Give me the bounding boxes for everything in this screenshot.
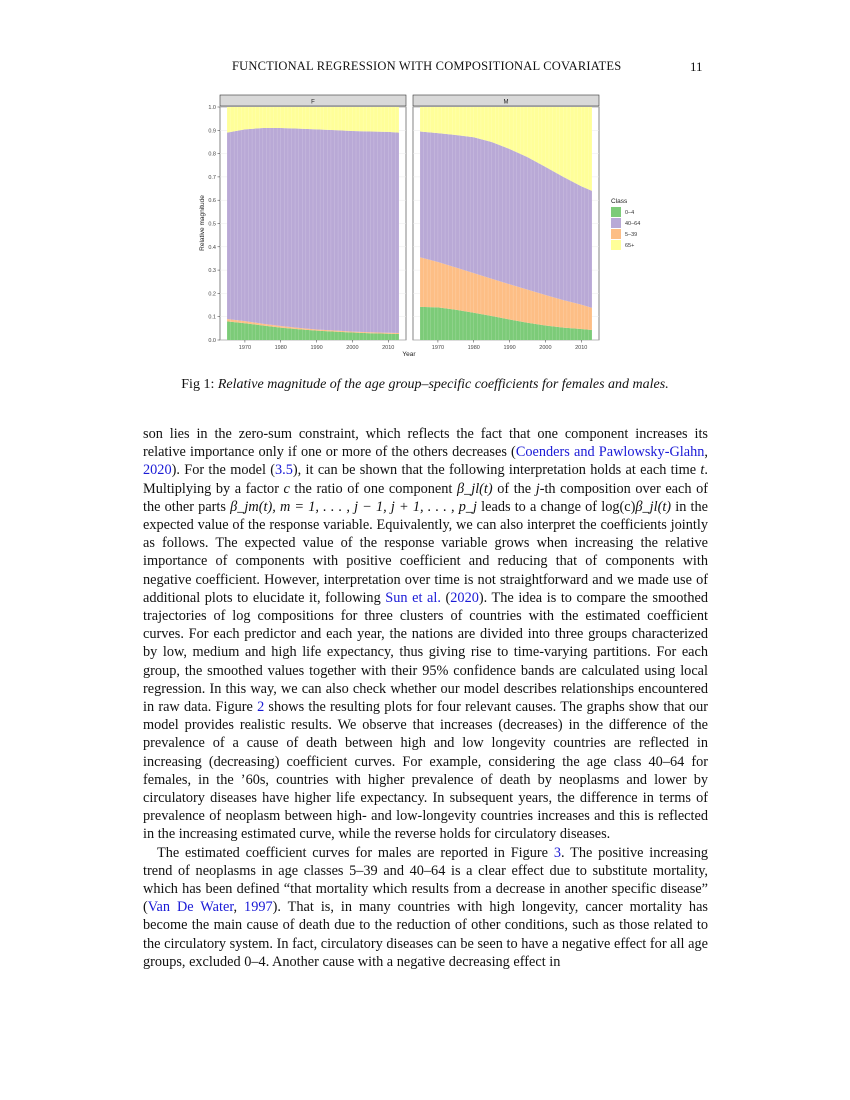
x-tick-label: 1990: [310, 345, 323, 351]
text-run: ), it can be shown that the following interpretation holds at each time: [292, 462, 701, 479]
text-run: . Multiplying by a factor: [143, 462, 708, 497]
y-tick-label: 0.7: [208, 174, 216, 181]
caption-text: Relative magnitude of the age group–specific coefficients for females and males.: [217, 377, 669, 392]
text-run: in the expected value of the response variable. Equivalently, we can also interpret the coefficients jointly as follows. The expected value of the response variable grows when increasing the relative importance of components with positive coefficient and reducing that of components with negative coefficient. However, interpretation over time is not straightforward and we made use of additional plots to elucidate it, following: [143, 498, 708, 606]
x-tick-label: 1970: [431, 345, 445, 351]
citation-link[interactable]: 2020: [143, 462, 172, 479]
citation-link[interactable]: Coenders and Pawlowsky-Glahn: [515, 444, 705, 461]
legend-swatch: [611, 229, 621, 239]
x-tick-label: 2010: [382, 345, 395, 351]
legend-swatch: [611, 218, 621, 228]
x-tick-label: 1980: [467, 345, 480, 351]
x-tick-label: 2000: [539, 345, 552, 351]
y-tick-label: 0.3: [208, 268, 216, 275]
text-run: (: [440, 589, 451, 606]
y-tick-label: 0.5: [208, 221, 216, 228]
legend-entry: 5–39: [625, 232, 638, 238]
legend-entry: 65+: [625, 243, 635, 249]
citation-link[interactable]: 2: [257, 699, 265, 716]
math-expression: t: [700, 462, 705, 479]
running-title: FUNCTIONAL REGRESSION WITH COMPOSITIONAL COVARIATES: [232, 59, 622, 73]
y-tick-label: 0.0: [208, 338, 216, 344]
y-tick-label: 0.2: [208, 291, 216, 298]
math-expression: β_jl(t): [635, 498, 672, 515]
facet-label-F: F: [311, 99, 315, 106]
text-run: ). For the model (: [171, 462, 276, 479]
y-tick-label: 0.4: [208, 244, 216, 251]
citation-link[interactable]: 1997: [244, 899, 273, 916]
text-run: ,: [233, 899, 245, 916]
math-expression: β_jm(t), m = 1, . . . , j − 1, j + 1, . . . , p_j: [230, 498, 477, 515]
x-tick-label: 1990: [503, 345, 516, 351]
figure-1: [195, 90, 655, 362]
paragraph: [143, 844, 708, 971]
text-run: ,: [704, 444, 708, 461]
text-run: The estimated coefficient curves for males are reported in Figure: [157, 844, 554, 861]
text-run: ). That is, in many countries with high longevity, cancer mortality has become the main cause of death due to the reduction of other conditions, such as those related to the circulatory system. In fact, circulatory diseases can be seen to have a negative effect for all age groups, excluded 0–4. Another cause with a negative decreasing effect in: [143, 899, 708, 970]
citation-link[interactable]: Van De Water: [147, 899, 234, 916]
math-expression: β_jl(t): [456, 480, 493, 497]
y-tick-label: 0.6: [208, 198, 216, 205]
x-tick-label: 2010: [575, 345, 588, 351]
legend-entry: 40–64: [625, 221, 641, 227]
legend-entry: 0–4: [625, 210, 635, 216]
legend-swatch: [611, 207, 621, 217]
text-run: -th composition over each of the other parts: [143, 480, 708, 515]
text-run: ). The idea is to compare the smoothed trajectories of log compositions for three clusters of countries with the estimated coefficient curves. For each predictor and each year, the nations are divided into three groups characterized by low, medium and high life expectancy, thus giving rise to time-varying partitions. For each group, the smoothed values together with their 95% confidence bands are calculated using local regression. In this way, we can also check whether our model describes relationships encountered in raw data. Figure: [143, 589, 708, 716]
y-tick-label: 0.1: [208, 314, 216, 321]
citation-link[interactable]: 3: [553, 844, 561, 861]
body-text: [143, 425, 708, 971]
legend-title: Class: [611, 198, 628, 205]
x-tick-label: 1980: [274, 345, 287, 351]
text-run: of the: [492, 480, 536, 497]
x-axis-title: Year: [402, 351, 416, 358]
paragraph: [143, 425, 708, 844]
text-run: . The positive increasing trend of neoplasms in age classes 5–39 and 40–64 is a clear effect due to substitute mortality, which has been defined “that mortality which results from a decrease in another specific disease” (: [143, 844, 708, 916]
text-run: son lies in the zero-sum constraint, which reflects the fact that one component increases its relative importance only if one or more of the others decreases (: [143, 426, 708, 461]
y-tick-label: 0.8: [208, 151, 216, 158]
math-expression: c: [283, 480, 290, 497]
x-tick-label: 2000: [346, 345, 359, 351]
math-expression: j: [535, 480, 540, 497]
text-run: the ratio of one component: [289, 480, 457, 497]
math-expression: log(c): [601, 498, 636, 515]
facet-label-M: M: [503, 99, 509, 106]
y-axis-title: Relative magnitude: [199, 195, 206, 251]
citation-link[interactable]: 3.5: [275, 462, 293, 479]
legend-swatch: [611, 240, 621, 250]
text-run: shows the resulting plots for four relevant causes. The graphs show that our model provides realistic results. We observe that increases (decreases) in the difference of the prevalence of a cause of death between high and low longevity countries are reflected in increasing (decreasing) coefficient curves. For example, considering the age class 40–64 for females, in the ’60s, countries with higher prevalence of death by neoplasms and lower by circulatory diseases have higher life expectancy. In subsequent years, the difference in terms of prevalence of neoplasm between high- and low-longevity countries increases and this is reflected in the increasing estimated curve, while the reverse holds for circulatory diseases.: [143, 699, 709, 843]
text-run: leads to a change of: [476, 498, 602, 515]
running-head: [0, 59, 850, 79]
x-tick-label: 1970: [238, 345, 252, 351]
page-number: 11: [690, 59, 703, 74]
y-tick-label: 0.9: [208, 128, 216, 135]
y-tick-label: 1.0: [208, 105, 216, 111]
citation-link[interactable]: Sun et al.: [385, 589, 441, 606]
citation-link[interactable]: 2020: [450, 589, 479, 606]
caption-label: Fig 1:: [181, 377, 215, 392]
figure-caption: [0, 377, 850, 393]
